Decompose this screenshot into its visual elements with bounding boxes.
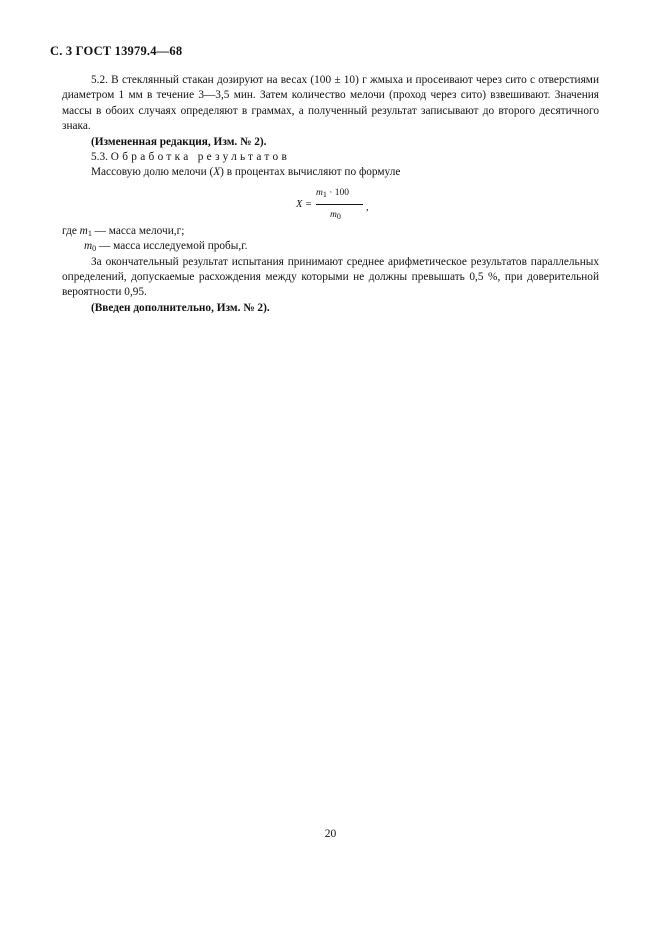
formula-trailing-comma: , bbox=[366, 201, 369, 213]
variable-x: X bbox=[213, 166, 221, 179]
final-result-paragraph: За окончательный результат испытания принимают среднее арифметическое результатов параллельных определений, допускаемые расхождения между которыми не должны превышать 0,5 %, при доверительной вероятности 0,95. bbox=[62, 255, 599, 299]
formula-intro: Массовую долю мелочи (X) в процентах вычисляют по формуле bbox=[91, 166, 401, 179]
page-number: 20 bbox=[324, 828, 337, 840]
fraction-bar bbox=[316, 204, 363, 205]
definition-m0: $m_0$ — масса исследуемой пробы,г. bbox=[84, 240, 248, 254]
formula-lhs: X = bbox=[296, 198, 313, 210]
amendment-note-2: (Введен дополнительно, Изм. № 2). bbox=[91, 301, 270, 314]
formula-denominator: $m_0$ bbox=[330, 209, 341, 221]
definition-m1: где $m_1$ — масса мелочи,г; bbox=[62, 224, 185, 238]
formula-numerator: $m_1 \cdot 100$ bbox=[316, 187, 350, 199]
section-title: Обработка результатов bbox=[110, 151, 291, 164]
document-header: С. 3 ГОСТ 13979.4—68 bbox=[50, 44, 183, 58]
section-5-3-heading bbox=[62, 150, 599, 165]
section-number: 5.3. bbox=[91, 151, 108, 164]
formula-block bbox=[62, 183, 599, 223]
amendment-note-1: (Измененная редакция, Изм. № 2). bbox=[91, 135, 267, 148]
section-5-2-paragraph: 5.2. В стеклянный стакан дозируют на весах (100 ± 10) г жмыха и просеивают через сито с отверстиями диаметром 1 мм в течение 3—3,5 мин. Затем количество мелочи (проход через сито) взвешивают. Значения массы в обоих случаях определяют в граммах, а полученный результат записывают до второго десятичного знака. bbox=[62, 74, 599, 133]
document-body bbox=[62, 73, 599, 316]
